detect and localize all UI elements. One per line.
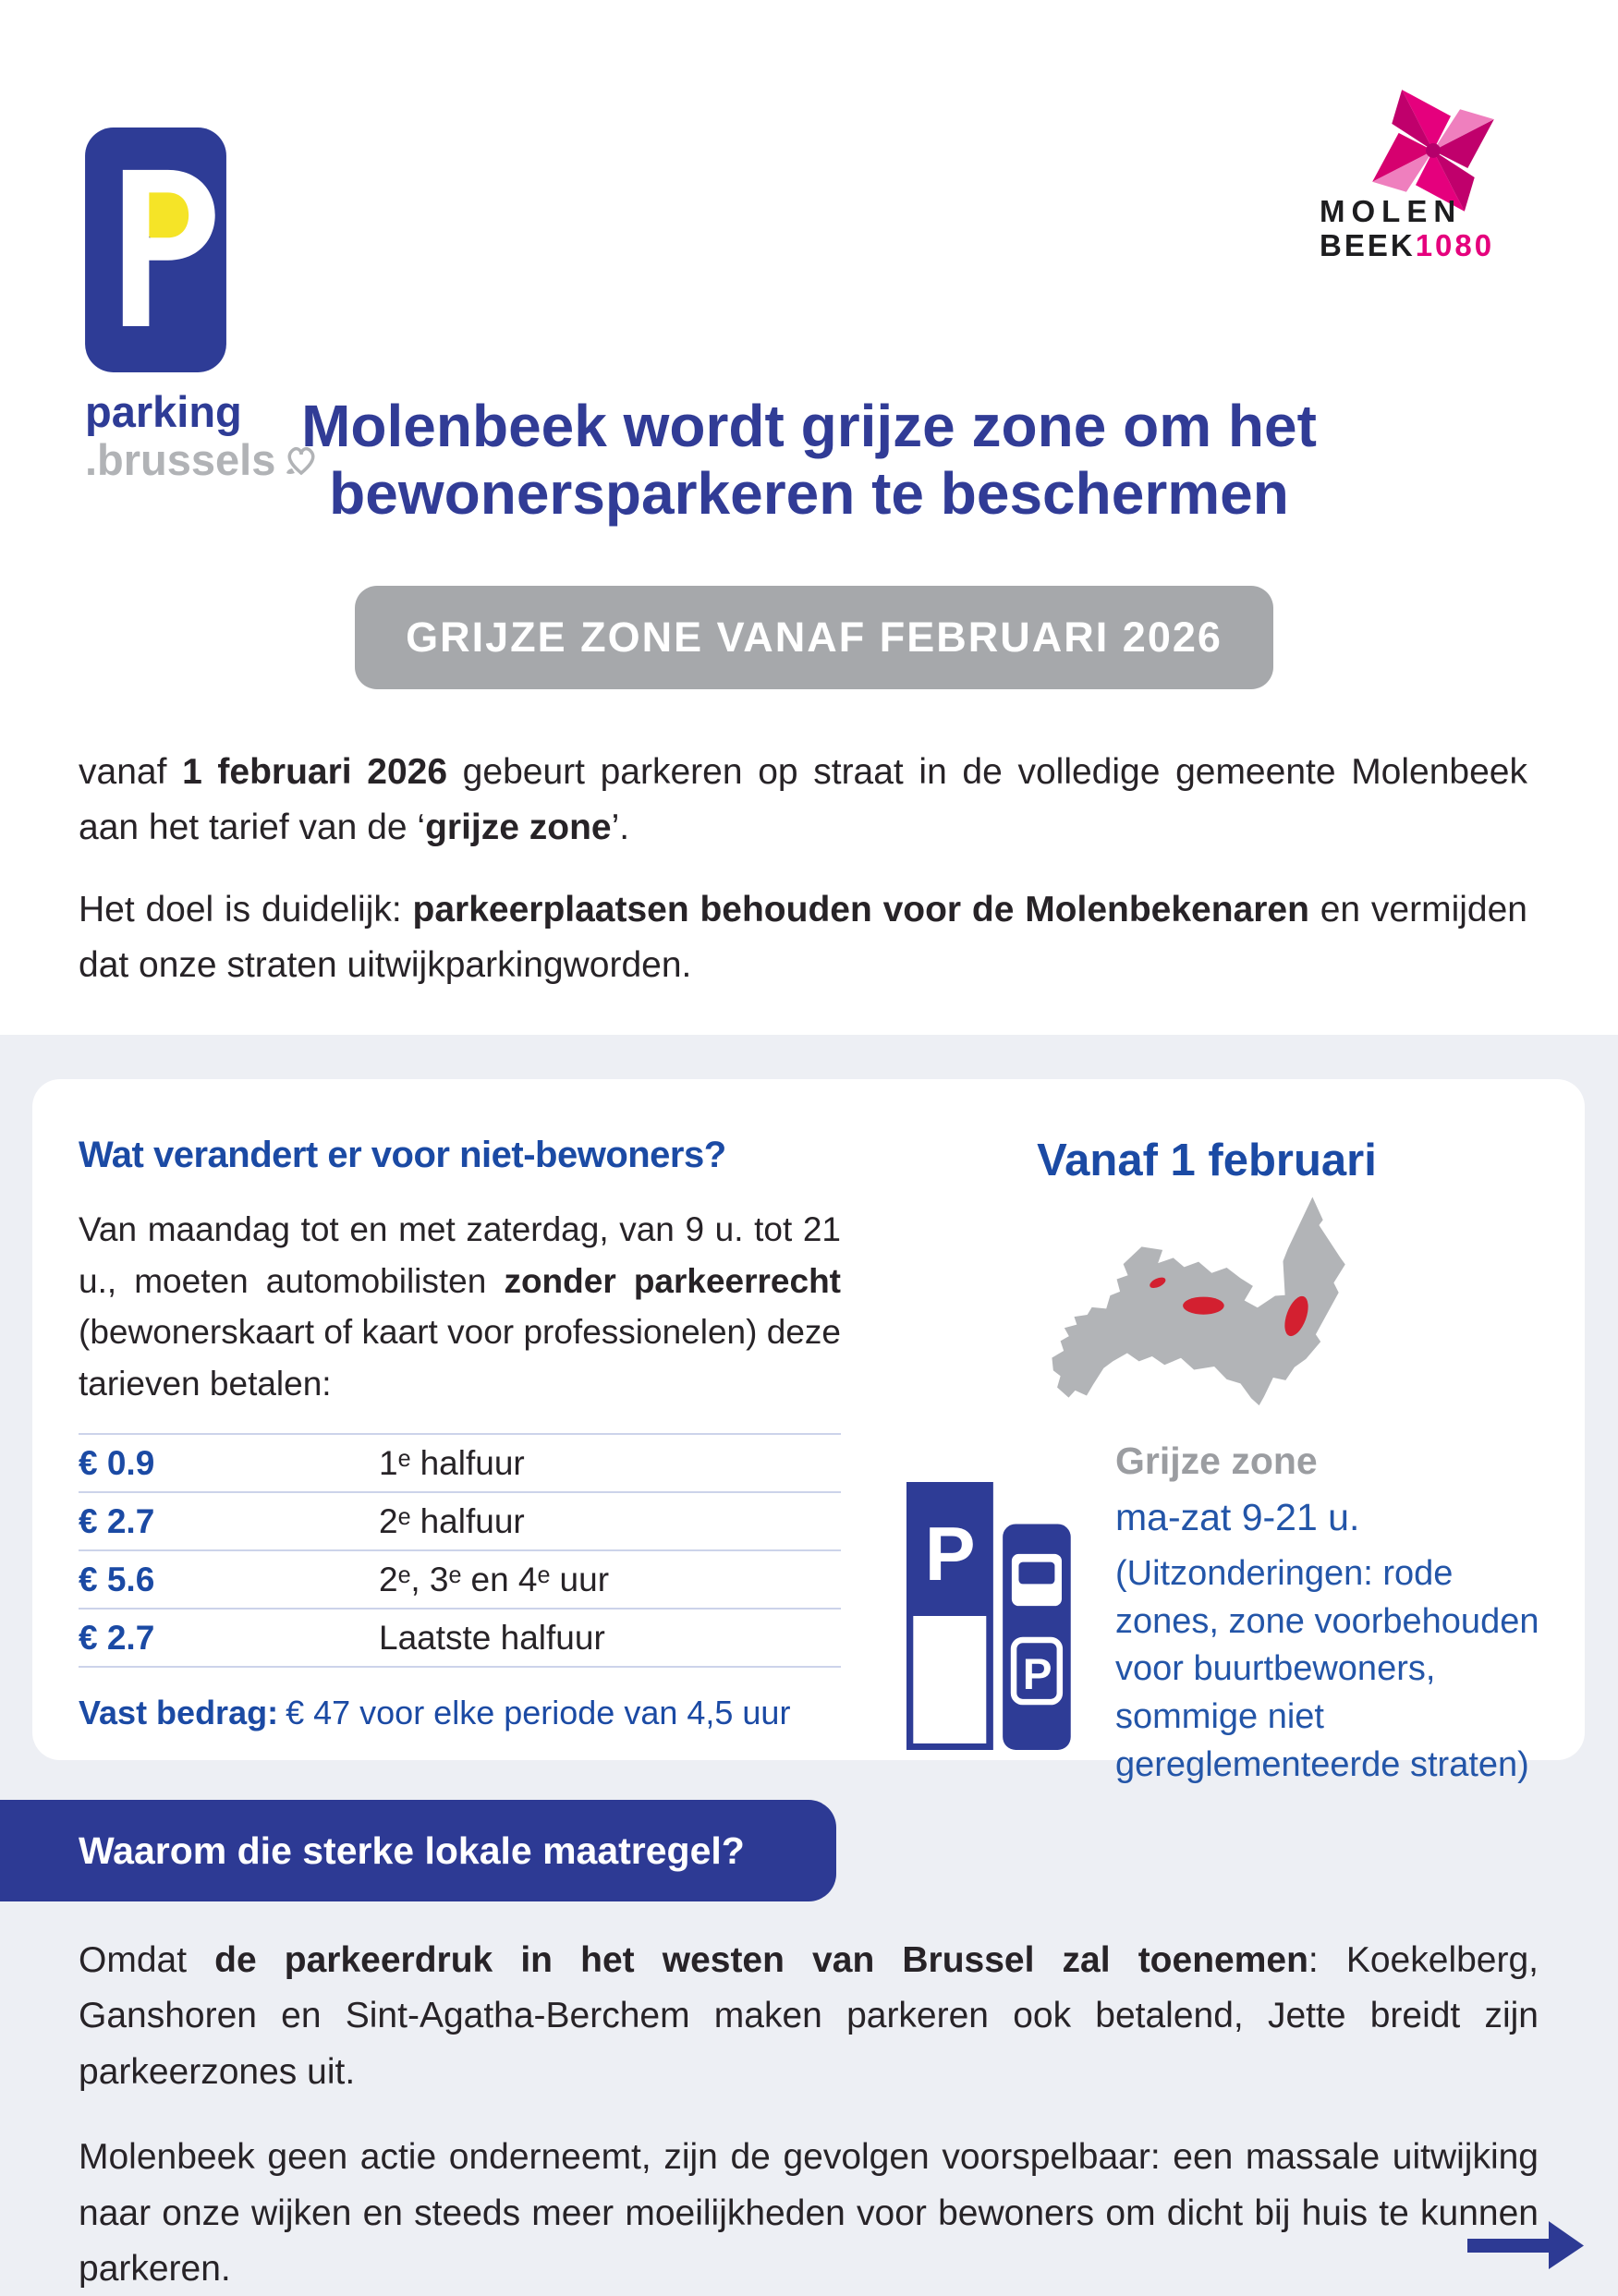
zone-exceptions: (Uitzonderingen: rode zones, zone voorbehouden voor buurtbewoners, sommige niet gereglementeerde straten) bbox=[1115, 1554, 1539, 1784]
tariff-card-right-column bbox=[841, 1135, 1550, 1784]
tariff-row bbox=[79, 1608, 841, 1668]
tariff-label: 2ᵉ, 3ᵉ en 4ᵉ uur bbox=[379, 1561, 610, 1598]
zone-caption: Grijze zone bbox=[1115, 1440, 1318, 1482]
intro-paragraph-2: Het doel is duidelijk: parkeerplaatsen behouden voor de Molenbekenaren en vermijden dat onze straten uitwijkparkingworden. bbox=[79, 889, 1527, 986]
tariff-label: 1ᵉ halfuur bbox=[379, 1444, 525, 1482]
card-heading: Wat verandert er voor niet-bewoners? bbox=[79, 1135, 726, 1175]
why-paragraph-2: Molenbeek geen actie onderneemt, zijn de gevolgen voorspelbaar: een massale uitwijking naar onze wijken en steeds meer moeilijkheden voor bewoners om dicht bij huis te kunnen parkeren. bbox=[79, 2137, 1539, 2290]
zone-info-row bbox=[892, 1440, 1550, 1789]
date-badge: GRIJZE ZONE VANAF FEBRUARI 2026 bbox=[355, 586, 1273, 689]
red-zone-center bbox=[1183, 1297, 1224, 1315]
tariff-card-left-column bbox=[79, 1135, 841, 1760]
molenbeek-logo-text bbox=[1320, 196, 1494, 261]
map-heading: Vanaf 1 februari bbox=[1037, 1136, 1377, 1185]
parking-sign-and-meter-icon bbox=[906, 1482, 1071, 1750]
tariff-label: Laatste halfuur bbox=[379, 1619, 605, 1657]
tariff-row bbox=[79, 1491, 841, 1549]
svg-text:P: P bbox=[924, 1512, 976, 1597]
molenbeek-map-graphic bbox=[1047, 1194, 1347, 1408]
tariff-card bbox=[32, 1079, 1585, 1784]
next-page-arrow-icon bbox=[1467, 2221, 1584, 2269]
why-paragraphs bbox=[79, 1933, 1539, 2296]
tariff-label: 2ᵉ halfuur bbox=[379, 1502, 525, 1540]
fixed-fee-text: € 47 voor elke periode van 4,5 uur bbox=[286, 1694, 791, 1731]
tariff-price: € 5.6 bbox=[79, 1561, 155, 1598]
molenbeek-logo-line2: BEEK1080 bbox=[1320, 228, 1495, 262]
tariff-price: € 2.7 bbox=[79, 1619, 155, 1657]
why-paragraph-1: Omdat de parkeerdruk in het westen van Brussel zal toenemen: Koekelberg, Ganshoren en Sint-Agatha-Berchem maken parkeren ook betalend, Jette breidt zijn parkeerzones uit. bbox=[79, 1940, 1539, 2092]
tariff-row bbox=[79, 1433, 841, 1491]
fixed-fee-label: Vast bedrag: bbox=[79, 1694, 279, 1731]
card-body-text: Van maandag tot en met zaterdag, van 9 u. tot 21 u., moeten automobilisten zonder parkeerrecht (bewonerskaart of kaart voor professionelen) deze tarieven betalen: bbox=[79, 1210, 841, 1403]
tariff-price: € 0.9 bbox=[79, 1444, 155, 1482]
zone-info-text bbox=[1115, 1440, 1550, 1789]
intro-paragraphs bbox=[79, 745, 1527, 1020]
parking-logo-word: parking bbox=[85, 387, 242, 436]
molenbeek-map-icon bbox=[1047, 1194, 1347, 1408]
tariff-price: € 2.7 bbox=[79, 1502, 155, 1540]
zone-hours: ma-zat 9-21 u. bbox=[1115, 1496, 1360, 1538]
molenbeek-postcode: 1080 bbox=[1415, 228, 1495, 262]
molenbeek-logo-line1: MOLEN bbox=[1320, 194, 1463, 228]
tariff-row bbox=[79, 1549, 841, 1608]
why-banner: Waarom die sterke lokale maatregel? bbox=[0, 1800, 836, 1901]
fixed-fee-line bbox=[79, 1694, 841, 1732]
tariff-table bbox=[79, 1433, 841, 1668]
parking-logo-domain: .brussels bbox=[85, 436, 381, 484]
intro-paragraph-1: vanaf 1 februari 2026 gebeurt parkeren op straat in de volledige gemeente Molenbeek aan het tarief van de ‘grijze zone’. bbox=[79, 752, 1527, 848]
parking-meter-icon bbox=[1003, 1524, 1071, 1750]
parking-sign-logo-icon bbox=[85, 128, 226, 372]
page-title: Molenbeek wordt grijze zone om het bewonersparkeren te beschermen bbox=[301, 393, 1317, 527]
svg-text:P: P bbox=[1022, 1649, 1052, 1699]
